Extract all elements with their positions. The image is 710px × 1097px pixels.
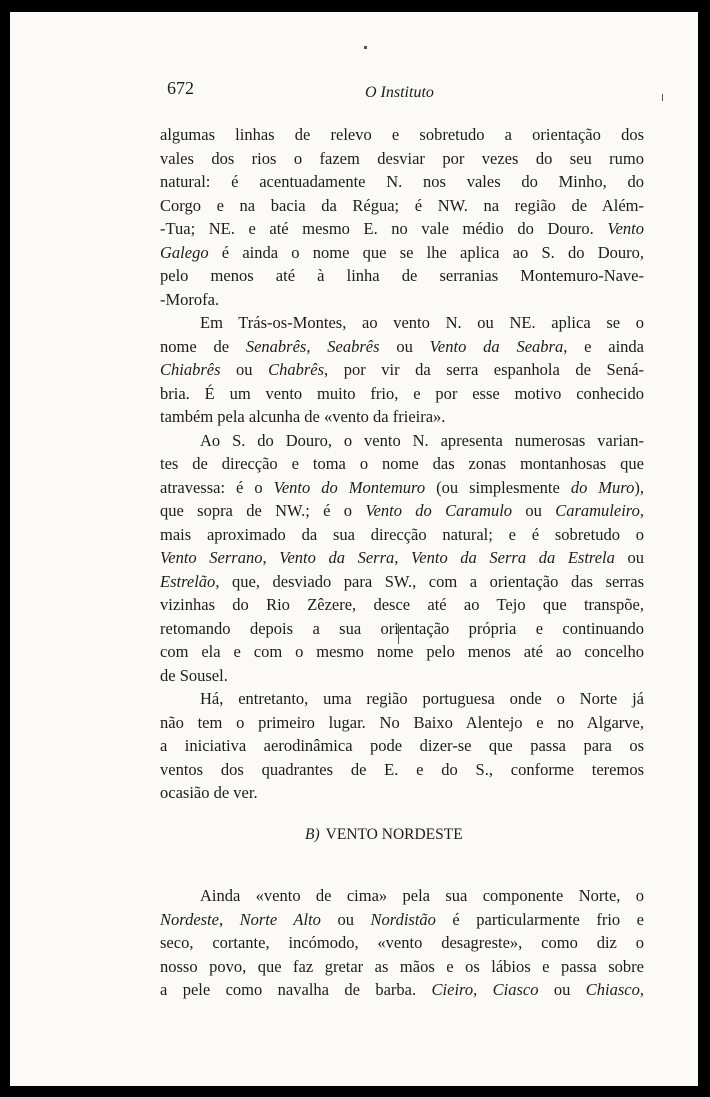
text-line: com ela e com o mesmo nome pelo menos até ao concelho [160,642,644,661]
text-line: de Sousel. [160,665,228,685]
text-line: nome de Senabrês, Seabrês ou Vento da Seabra, e ainda [160,336,645,356]
text-line: Em Trás-os-Montes, ao vento N. ou NE. aplica se o [200,313,644,332]
text-line: Chiabrês ou Chabrês, por vir da serra espanhola de Sená- [160,360,645,379]
text-line: seco, cortante, incómodo, «vento desagreste», como diz o [160,933,644,952]
text-line: Corgo e na bacia da Régua; é NW. na região de Além- [160,195,644,215]
text-line: -Morofa. [160,289,220,309]
spacer [160,846,644,884]
section-mark: B) [305,825,320,843]
page-number: 672 [167,78,194,98]
body-text [160,123,644,1002]
section-title: VENTO NORDESTE [325,825,463,843]
text-line: tes de direcção e toma o nome das zonas montanhosas que [160,454,644,473]
text-line: não tem o primeiro lugar. No Baixo Alentejo e no Algarve, [160,712,644,732]
text-line: vizinhas do Rio Zêzere, desce até ao Tejo que transpõe, [160,595,644,614]
text-line: Estrelão, que, desviado para SW., com a orientação das serras [160,571,644,591]
text-line: algumas linhas de relevo e sobretudo a orientação dos [160,125,644,144]
text-line: Galego é ainda o nome que se lhe aplica ao S. do Douro, [160,242,644,262]
text-line: também pela alcunha de «vento da frieira». [160,407,446,426]
text-line: vales dos rios o fazem desviar por vezes do seu rumo [160,148,644,168]
text-line: nosso povo, que faz gretar as mãos e os lábios e passa sobre [160,956,644,976]
spacer [160,805,644,823]
text-line: a iniciativa aerodinâmica pode dizer-se que passa para os [160,736,644,755]
text-line: atravessa: é o Vento do Montemuro (ou simplesmente do Muro), [160,477,644,497]
running-head: O Instituto [365,84,434,101]
text-line: -Tua; NE. e até mesmo E. no vale médio do Douro. Vento [160,219,644,238]
text-line: pelo menos até à linha de serranias Montemuro-Nave- [160,266,644,285]
text-line: retomando depois a sua orientação própria e continuando [160,618,644,638]
text-line: Nordeste, Norte Alto ou Nordistão é particularmente frio e [160,909,645,929]
text-line: ocasião de ver. [160,783,258,802]
text-line: bria. É um vento muito frio, e por esse motivo conhecido [160,383,644,403]
scan-speck [662,94,663,101]
section-heading [160,823,644,847]
text-line: que sopra de NW.; é o Vento do Caramulo ou Caramuleiro, [160,501,644,520]
text-line: Há, entretanto, uma região portuguesa onde o Norte já [200,689,644,708]
text-line: natural: é acentuadamente N. nos vales do Minho, do [160,172,644,191]
text-line: a pele como navalha de barba. Cieiro, Ciasco ou Chiasco, [160,980,645,999]
text-line: mais aproximado da sua direcção natural; e é sobretudo o [160,524,644,544]
text-line: Vento Serrano, Vento da Serra, Vento da Serra da Estrela ou [160,548,645,567]
text-line: Ao S. do Douro, o vento N. apresenta numerosas varian- [200,430,644,450]
text-line: ventos dos quadrantes de E. e do S., conforme teremos [160,759,644,779]
text-line: Ainda «vento de cima» pela sua componente Norte, o [200,886,644,905]
scan-speck [364,46,367,49]
